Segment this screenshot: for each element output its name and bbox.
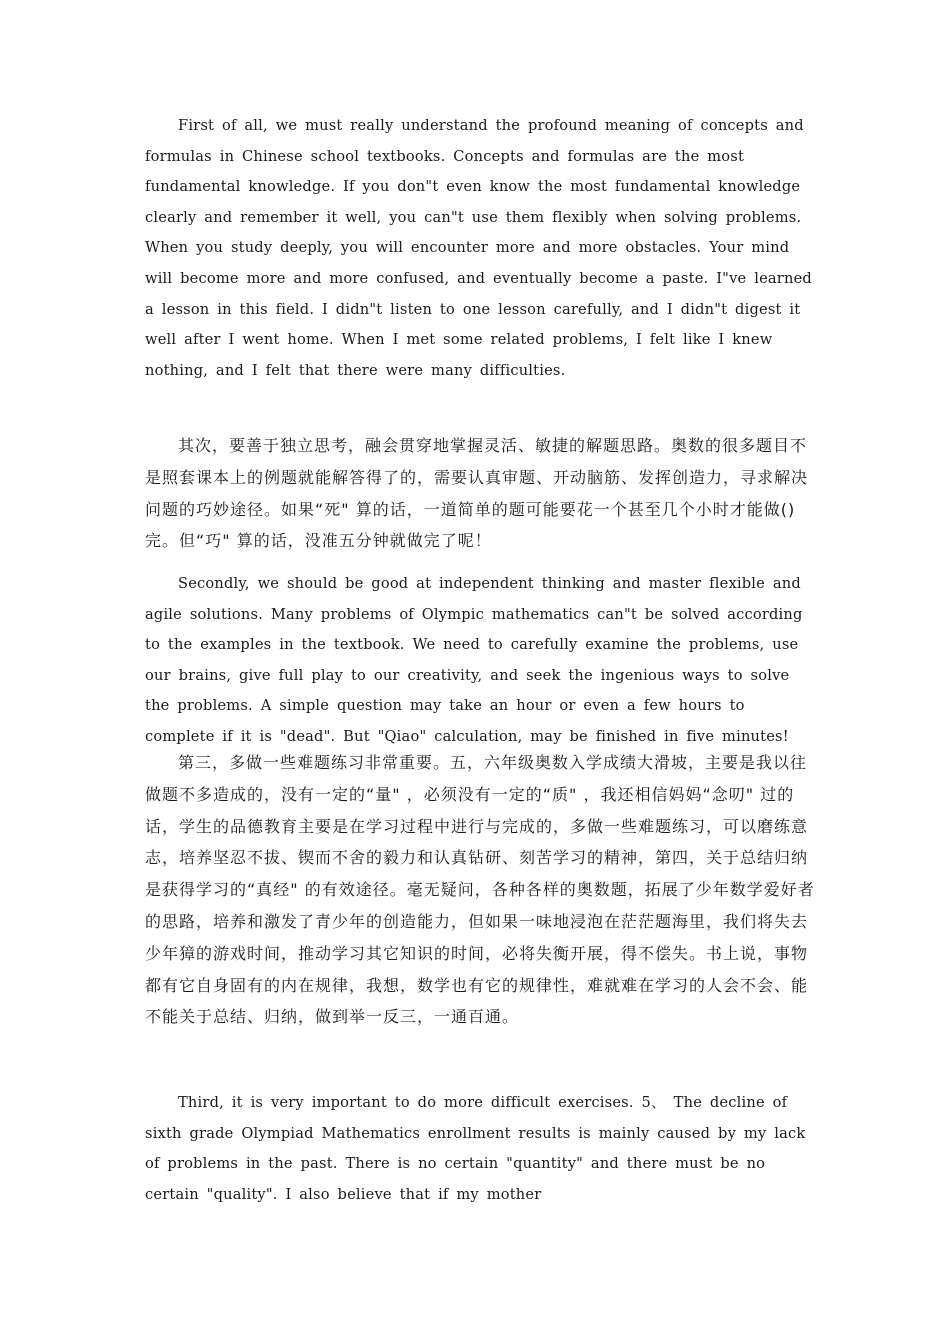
paragraph-english-3: Third, it is very important to do more difficult exercises. 5、 The decline of sixth grade Olympiad Mathematics enrollment results is mainly caused by my lack of problems in the past. There is no certain "quantity" and there must be no certain "quality". I also believe that if my mother bbox=[145, 1094, 806, 1203]
paragraph-chinese-1: 其次，要善于独立思考，融会贯穿地掌握灵活、敏捷的解题思路。奥数的很多题目不是照套课本上的例题就能解答得了的，需要认真审题、开动脑筋、发挥创造力，寻求解决问题的巧妙途径。如果“死" 算的话，一道简单的题可能要花一个甚至几个小时才能做()完。但“巧" 算的话，没准五分钟就做完了呢！ bbox=[145, 436, 809, 551]
paragraph-english-2: Secondly, we should be good at independent thinking and master flexible and agile solutions. Many problems of Olympic mathematics can"t be solved according to the examples in the textbook. We need to carefully examine the problems, use our brains, give full play to our creativity, and seek the ingenious ways to solve the problems. A simple question may take an hour or even a few hours to complete if it is "dead". But "Qiao" calculation, may be finished in five minutes! bbox=[145, 575, 803, 745]
paragraph-chinese-2: 第三，多做一些难题练习非常重要。五，六年级奥数入学成绩大滑坡，主要是我以往做题不多造成的，没有一定的“量" ，必须没有一定的“质" ，我还相信妈妈“念叨" 过的话，学生的品德教育主要是在学习过程中进行与完成的，多做一些难题练习，可以磨练意志，培养坚忍不拔、锲而不舍的毅力和认真钻研、刻苦学习的精神，第四，关于总结归纳是获得学习的“真经" 的有效途径。毫无疑问，各种各样的奥数题，拓展了少年数学爱好者的思路，培养和激发了青少年的创造能力，但如果一味地浸泡在茫茫题海里，我们将失去少年獐的游戏时间，推动学习其它知识的时间，必将失衡开展，得不偿失。书上说，事物都有它自身固有的内在规律，我想，数学也有它的规律性，难就难在学习的人会不会、能不能关于总结、归纳，做到举一反三，一通百通。 bbox=[145, 753, 815, 1027]
paragraph-english-1: First of all, we must really understand the profound meaning of concepts and formulas in Chinese school textbooks. Concepts and formulas are the most fundamental knowledge. If you don"t even know the most fundamental knowledge clearly and remember it well, you can"t use them flexibly when solving problems. When you study deeply, you will encounter more and more obstacles. Your mind will become more and more confused, and eventually become a paste. I"ve learned a lesson in this field. I didn"t listen to one lesson carefully, and I didn"t digest it well after I went home. When I met some related problems, I felt like I knew nothing, and I felt that there were many difficulties. bbox=[145, 117, 812, 379]
